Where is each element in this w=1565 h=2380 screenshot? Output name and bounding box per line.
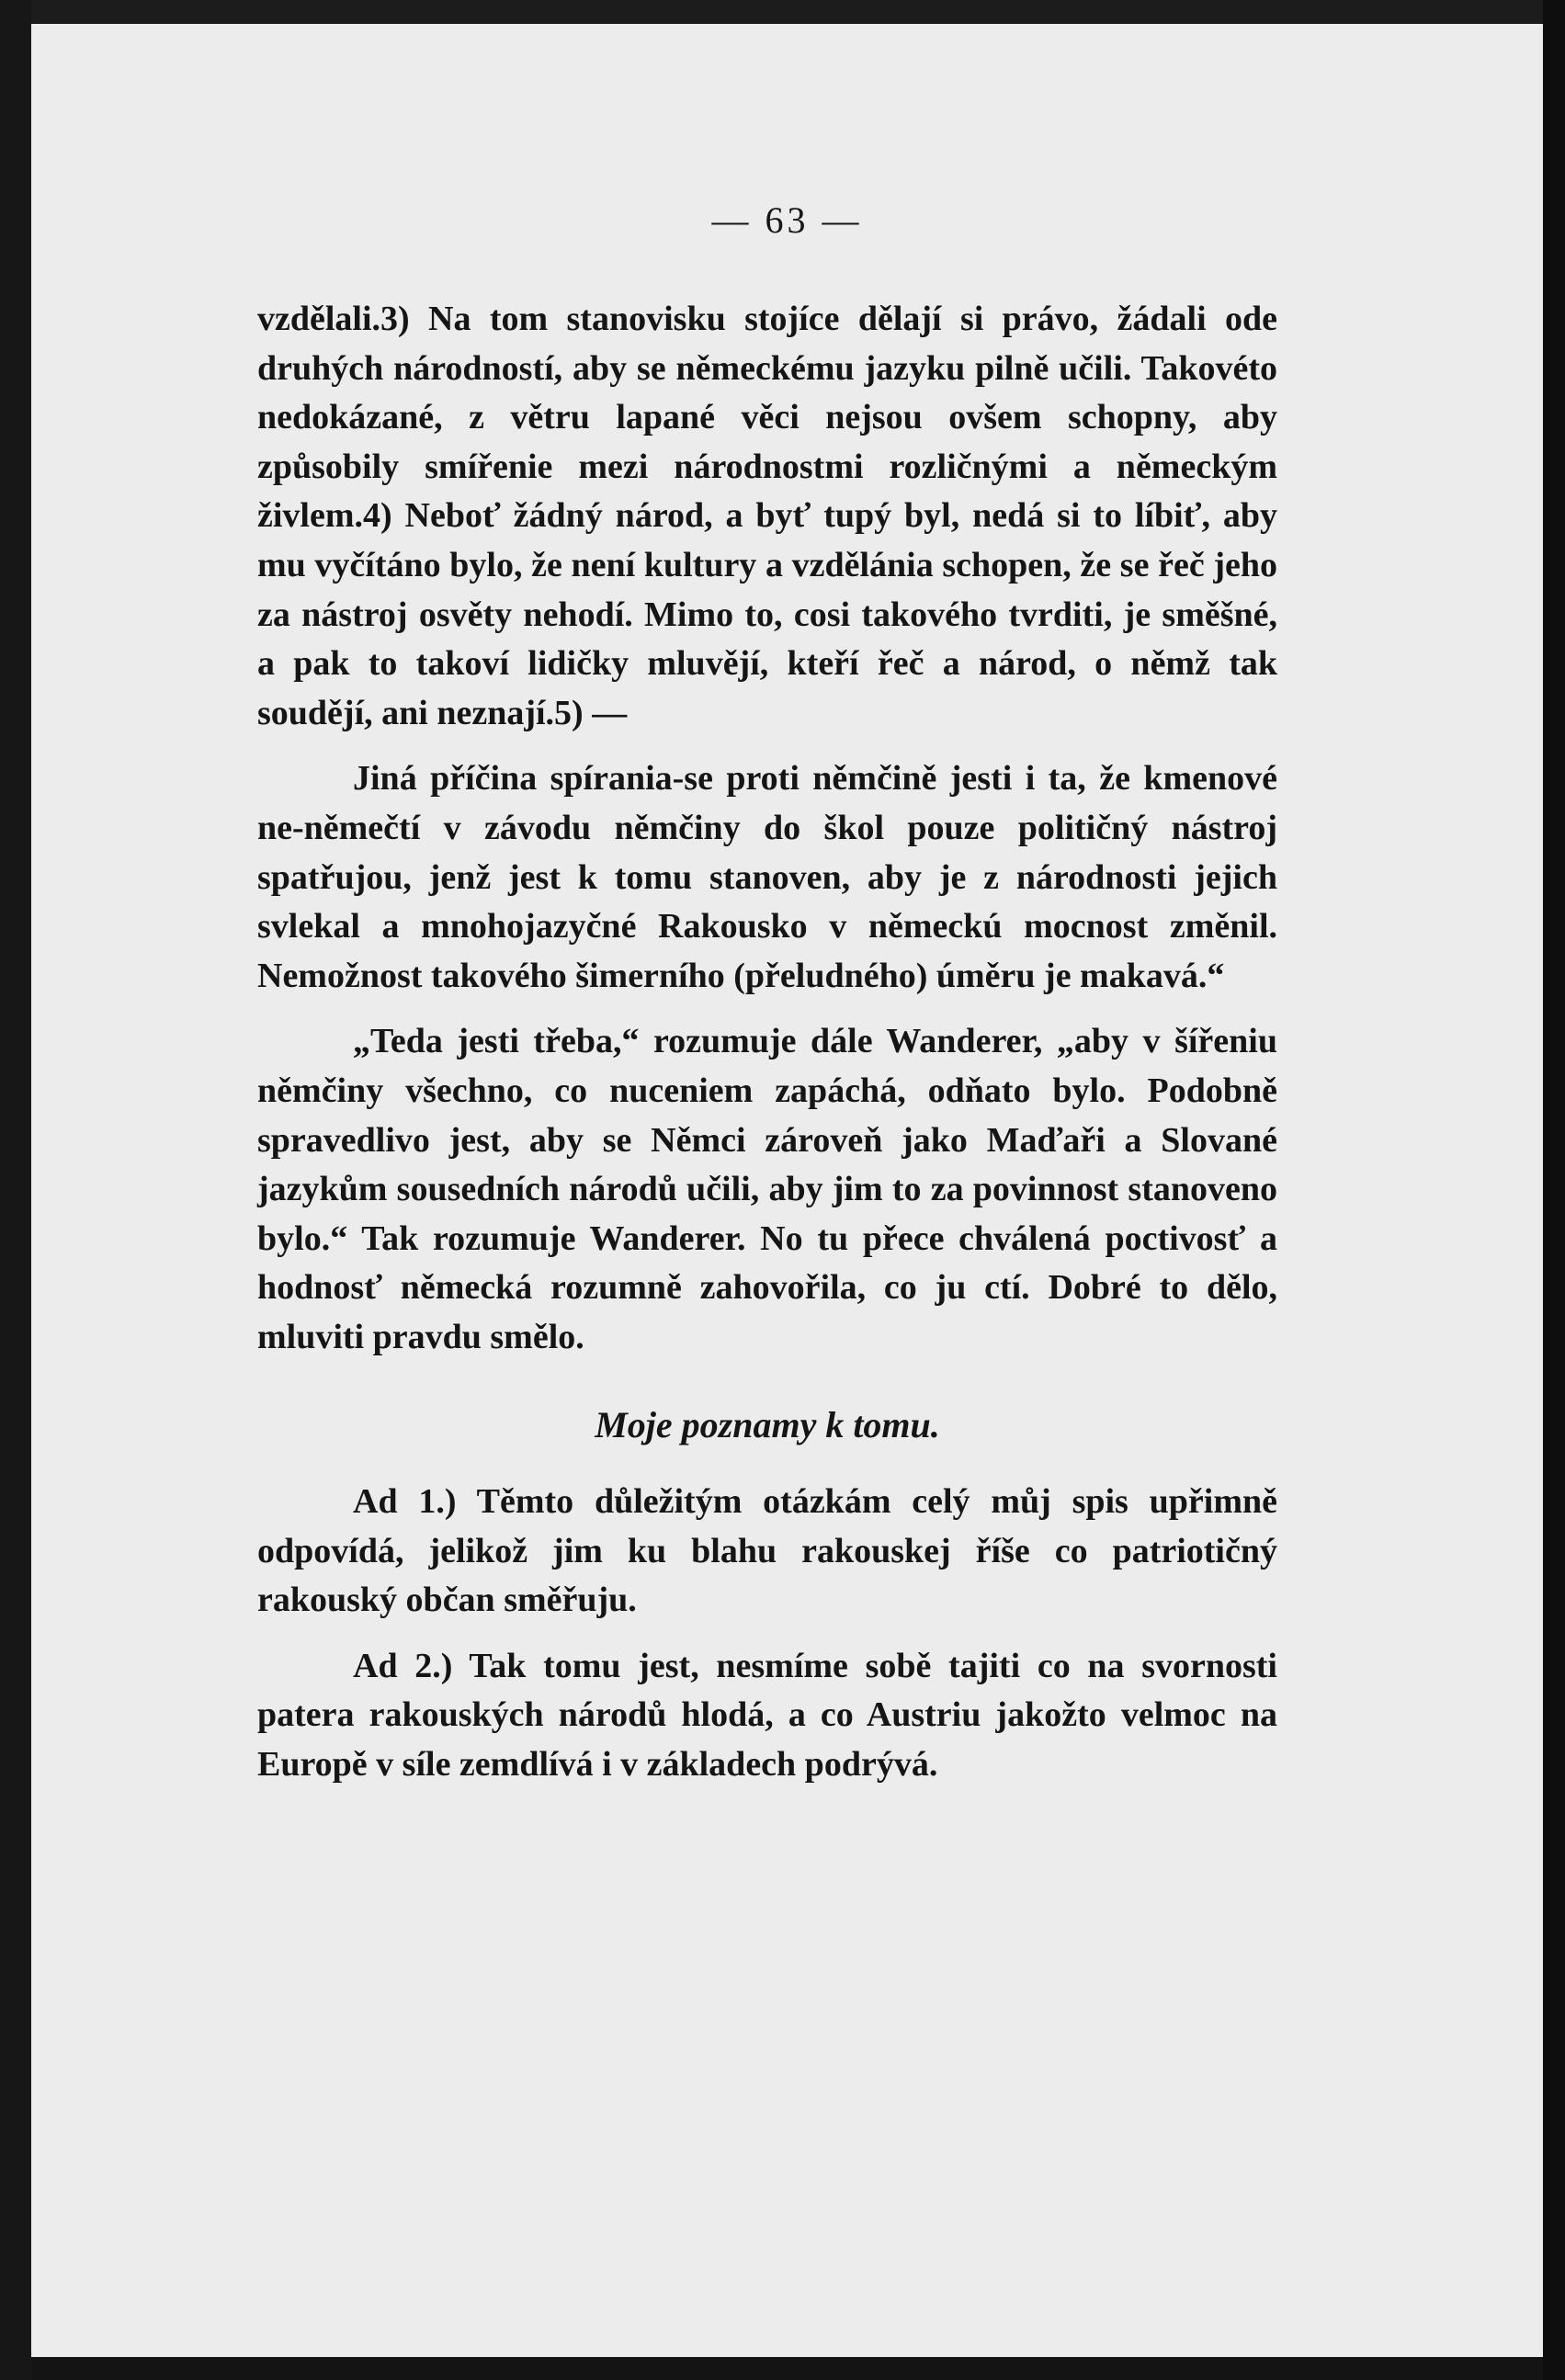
section-heading: Moje poznamy k tomu. (595, 1404, 940, 1446)
scan-border-top (0, 0, 1565, 24)
book-page (31, 24, 1543, 2357)
scan-border-left (0, 0, 31, 2380)
page-number: — 63 — (711, 199, 863, 241)
body-text (257, 295, 1277, 1790)
paragraph-3: „Teda jesti třeba,“ rozumuje dále Wanderer, „aby v šířeniu němčiny všechno, co nuceniem zapáchá, odňato bylo. Podobně spravedlivo jest, aby se Němci zároveň jako Maďaři a Slované jazykům sousedních národů učili, aby jim to za povinnost stanoveno bylo.“ Tak rozumuje Wanderer. No tu přece chválená poctivosť a hodnosť německá rozumně zahovořila, co ju ctí. Dobré to dělo, mluviti pravdu smělo. (257, 1022, 1277, 1356)
note-2: Ad 2.) Tak tomu jest, nesmíme sobě tajiti co na svornosti patera rakouských národů hlodá, a co Austriu jakožto velmoc na Europě v síle zemdlívá i v základech podrývá. (257, 1646, 1277, 1785)
note-1: Ad 1.) Těmto důležitým otázkám celý můj spis upřimně odpovídá, jelikož jim ku blahu rakouskej říše co patriotičný rakouský občan směřuju. (257, 1482, 1277, 1620)
paragraph-1: vzdělali.3) Na tom stanovisku stojíce dělají si právo, žádali ode druhých národností, aby se německému jazyku pilně učili. Takovéto nedokázané, z větru lapané věci nejsou ovšem schopny, aby způsobily smířenie mezi národnostmi rozličnými a německým živlem.4) Neboť žádný národ, a byť tupý byl, nedá si to líbiť, aby mu vyčítáno bylo, že není kultury a vzdělánia schopen, že se řeč jeho za nástroj osvěty nehodí. Mimo to, cosi takového tvrditi, je směšné, a pak to takoví lidičky mluvějí, kteří řeč a národ, o němž tak soudějí, ani neznají.5) — (257, 300, 1277, 732)
scan-border-right (1543, 0, 1565, 2380)
paragraph-2: Jiná příčina spírania-se proti němčině jesti i ta, že kmenové ne-němečtí v závodu němčiny do škol pouze političný nástroj spatřujou, jenž jest k tomu stanoven, aby je z národnosti jejich svlekal a mnohojazyčné Rakousko v německú mocnost změnil. Nemožnost takového šimerního (přeludného) úměru je makavá.“ (257, 759, 1277, 995)
